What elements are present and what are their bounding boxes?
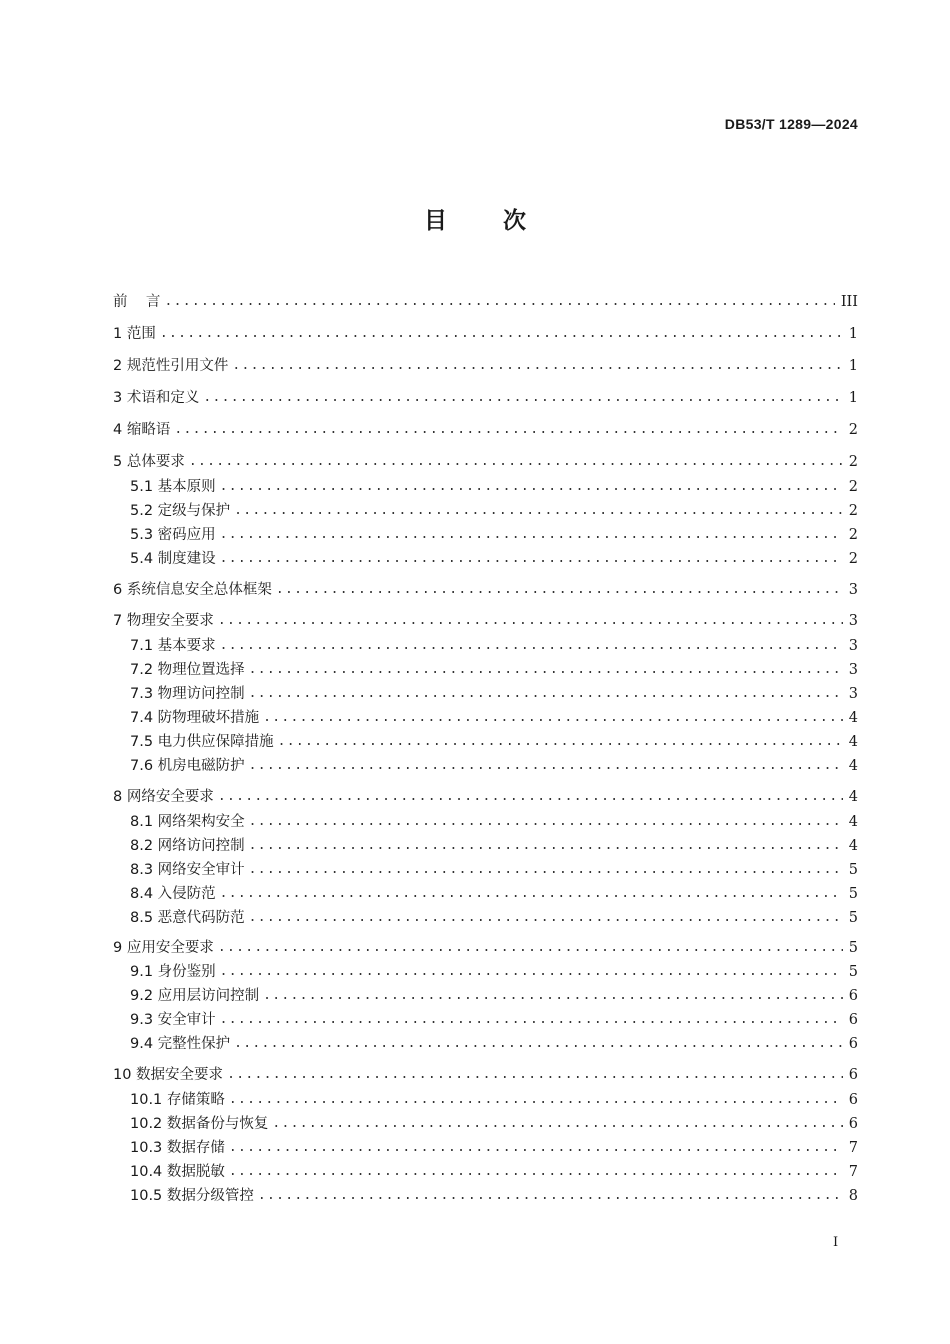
toc-entry-page: 7	[848, 1164, 858, 1180]
toc-entry[interactable]	[130, 728, 858, 752]
dot-leader	[249, 660, 843, 680]
toc-entry[interactable]	[113, 576, 858, 600]
toc-entry[interactable]	[130, 982, 858, 1006]
toc-entry-label: 7.6 机房电磁防护	[130, 758, 245, 774]
toc-entry-label: 5.4 制度建设	[130, 551, 216, 567]
toc-entry-label: 10 数据安全要求	[113, 1067, 224, 1083]
toc-entry-page: 6	[848, 1092, 858, 1108]
toc-entry-page: 6	[848, 1036, 858, 1052]
dot-leader	[218, 611, 843, 631]
dot-leader	[220, 636, 843, 656]
toc-entry-label: 8.3 网络安全审计	[130, 862, 245, 878]
toc-entry[interactable]	[113, 783, 858, 807]
toc-entry[interactable]	[130, 904, 858, 928]
toc-entry-label: 7.3 物理访问控制	[130, 686, 245, 702]
toc-entry[interactable]	[130, 1158, 858, 1182]
toc-entry[interactable]	[130, 632, 858, 656]
toc-entry-label: 7.2 物理位置选择	[130, 662, 245, 678]
toc-entry-label: 10.5 数据分级管控	[130, 1188, 254, 1204]
dot-leader	[234, 1034, 843, 1054]
toc-entry-label: 10.4 数据脱敏	[130, 1164, 225, 1180]
dot-leader	[220, 549, 843, 569]
dot-leader	[218, 787, 843, 807]
dot-leader	[220, 1010, 843, 1030]
dot-leader	[174, 420, 842, 440]
dot-leader	[249, 836, 843, 856]
toc-entry-label: 7 物理安全要求	[113, 613, 214, 629]
dot-leader	[249, 812, 843, 832]
toc-entry[interactable]	[130, 1086, 858, 1110]
dot-leader	[220, 884, 843, 904]
toc-entry-page: 6	[848, 1116, 858, 1132]
dot-leader	[220, 962, 843, 982]
toc-entry-page: 4	[848, 789, 858, 805]
toc-entry-page: 4	[848, 814, 858, 830]
dot-leader	[249, 908, 843, 928]
toc-entry-page: 8	[848, 1188, 858, 1204]
toc-entry-page: 1	[848, 390, 858, 406]
dot-leader	[229, 1090, 843, 1110]
toc-entry[interactable]	[130, 1006, 858, 1030]
toc-entry-page: 1	[848, 358, 858, 374]
toc-entry-label: 5.2 定级与保护	[130, 503, 231, 519]
toc-entry-page: 3	[848, 638, 858, 654]
toc-entry-page: 3	[848, 686, 858, 702]
toc-entry[interactable]	[113, 448, 858, 472]
toc-entry-label: 9 应用安全要求	[113, 940, 214, 956]
dot-leader	[220, 525, 843, 545]
toc-entry-label: 8.2 网络访问控制	[130, 838, 245, 854]
toc-entry-page: 3	[848, 582, 858, 598]
toc-entry[interactable]	[130, 832, 858, 856]
dot-leader	[227, 1065, 843, 1085]
toc-entry[interactable]	[130, 752, 858, 776]
toc-entry-label: 10.3 数据存储	[130, 1140, 225, 1156]
dot-leader	[160, 324, 843, 344]
toc-entry-label: 前 言	[113, 294, 161, 310]
toc-entry-page: III	[840, 294, 858, 310]
document-code: DB53/T 1289—2024	[724, 116, 858, 132]
toc-entry-label: 1 范围	[113, 326, 156, 342]
toc-entry[interactable]	[130, 856, 858, 880]
toc-entry-page: 2	[848, 479, 858, 495]
dot-leader	[203, 388, 842, 408]
toc-entry[interactable]	[130, 1110, 858, 1134]
toc-entry-page: 5	[848, 940, 858, 956]
toc-entry[interactable]	[113, 352, 858, 376]
toc-entry-label: 5.1 基本原则	[130, 479, 216, 495]
toc-entry-page: 3	[848, 613, 858, 629]
toc-entry-page: 2	[848, 527, 858, 543]
toc-entry-page: 5	[848, 964, 858, 980]
toc-entry[interactable]	[113, 1061, 858, 1085]
toc-entry-page: 4	[848, 710, 858, 726]
dot-leader	[232, 356, 842, 376]
toc-entry-label: 9.1 身份鉴别	[130, 964, 216, 980]
toc-entry[interactable]	[130, 521, 858, 545]
dot-leader	[258, 1186, 843, 1206]
dot-leader	[276, 580, 843, 600]
toc-entry-label: 9.2 应用层访问控制	[130, 988, 260, 1004]
title-char-2: 次	[503, 208, 526, 234]
toc-entry[interactable]	[130, 880, 858, 904]
page-number: I	[833, 1235, 839, 1250]
toc-entry-page: 6	[848, 988, 858, 1004]
toc-entry[interactable]	[130, 545, 858, 569]
toc-entry[interactable]	[130, 656, 858, 680]
toc-entry-page: 4	[848, 734, 858, 750]
toc-entry[interactable]	[130, 1030, 858, 1054]
toc-entry-label: 9.3 安全审计	[130, 1012, 216, 1028]
toc-entry[interactable]	[113, 288, 858, 312]
toc-entry[interactable]	[130, 1134, 858, 1158]
toc-entry-label: 7.5 电力供应保障措施	[130, 734, 274, 750]
toc-entry-label: 2 规范性引用文件	[113, 358, 229, 374]
toc-entry-page: 7	[848, 1140, 858, 1156]
title-char-1: 目	[424, 208, 447, 234]
toc-entry-label: 8.1 网络架构安全	[130, 814, 245, 830]
toc-entry-label: 3 术语和定义	[113, 390, 200, 406]
toc-entry-label: 10.1 存储策略	[130, 1092, 225, 1108]
toc-entry[interactable]	[113, 416, 858, 440]
toc-entry-label: 7.1 基本要求	[130, 638, 216, 654]
toc-entry-label: 8.4 入侵防范	[130, 886, 216, 902]
dot-leader	[249, 860, 843, 880]
page-title	[0, 202, 950, 235]
toc-entry-page: 6	[848, 1012, 858, 1028]
dot-leader	[229, 1138, 843, 1158]
toc-entry-page: 2	[848, 551, 858, 567]
dot-leader	[249, 684, 843, 704]
dot-leader	[220, 477, 843, 497]
toc-entry[interactable]	[130, 473, 858, 497]
toc-entry[interactable]	[113, 607, 858, 631]
dot-leader	[164, 292, 834, 312]
toc-entry-label: 7.4 防物理破坏措施	[130, 710, 260, 726]
toc-entry-page: 5	[848, 886, 858, 902]
toc-entry-label: 5.3 密码应用	[130, 527, 216, 543]
toc-entry[interactable]	[113, 320, 858, 344]
toc-entry-label: 9.4 完整性保护	[130, 1036, 231, 1052]
toc-entry-page: 5	[848, 862, 858, 878]
dot-leader	[278, 732, 843, 752]
dot-leader	[189, 452, 843, 472]
toc-entry[interactable]	[130, 704, 858, 728]
toc-entry-label: 4 缩略语	[113, 422, 171, 438]
toc-entry[interactable]	[130, 1182, 858, 1206]
toc-entry-label: 5 总体要求	[113, 454, 185, 470]
dot-leader	[263, 986, 843, 1006]
toc-entry-page: 1	[848, 326, 858, 342]
dot-leader	[249, 756, 843, 776]
toc-entry-label: 6 系统信息安全总体框架	[113, 582, 272, 598]
toc-entry-page: 3	[848, 662, 858, 678]
dot-leader	[272, 1114, 842, 1134]
toc-entry[interactable]	[130, 808, 858, 832]
dot-leader	[229, 1162, 843, 1182]
toc-entry[interactable]	[130, 497, 858, 521]
toc-entry-page: 2	[848, 422, 858, 438]
toc-entry-label: 8 网络安全要求	[113, 789, 214, 805]
toc-entry-page: 4	[848, 758, 858, 774]
toc-entry[interactable]	[130, 680, 858, 704]
toc-entry-page: 5	[848, 910, 858, 926]
toc-entry-label: 8.5 恶意代码防范	[130, 910, 245, 926]
toc-entry-page: 4	[848, 838, 858, 854]
toc-entry-label: 10.2 数据备份与恢复	[130, 1116, 269, 1132]
toc-entry[interactable]	[113, 384, 858, 408]
toc-entry-page: 2	[848, 503, 858, 519]
toc-entry-page: 6	[848, 1067, 858, 1083]
dot-leader	[218, 938, 843, 958]
toc-entry[interactable]	[113, 934, 858, 958]
dot-leader	[263, 708, 843, 728]
dot-leader	[234, 501, 843, 521]
toc-entry[interactable]	[130, 958, 858, 982]
toc-entry-page: 2	[848, 454, 858, 470]
